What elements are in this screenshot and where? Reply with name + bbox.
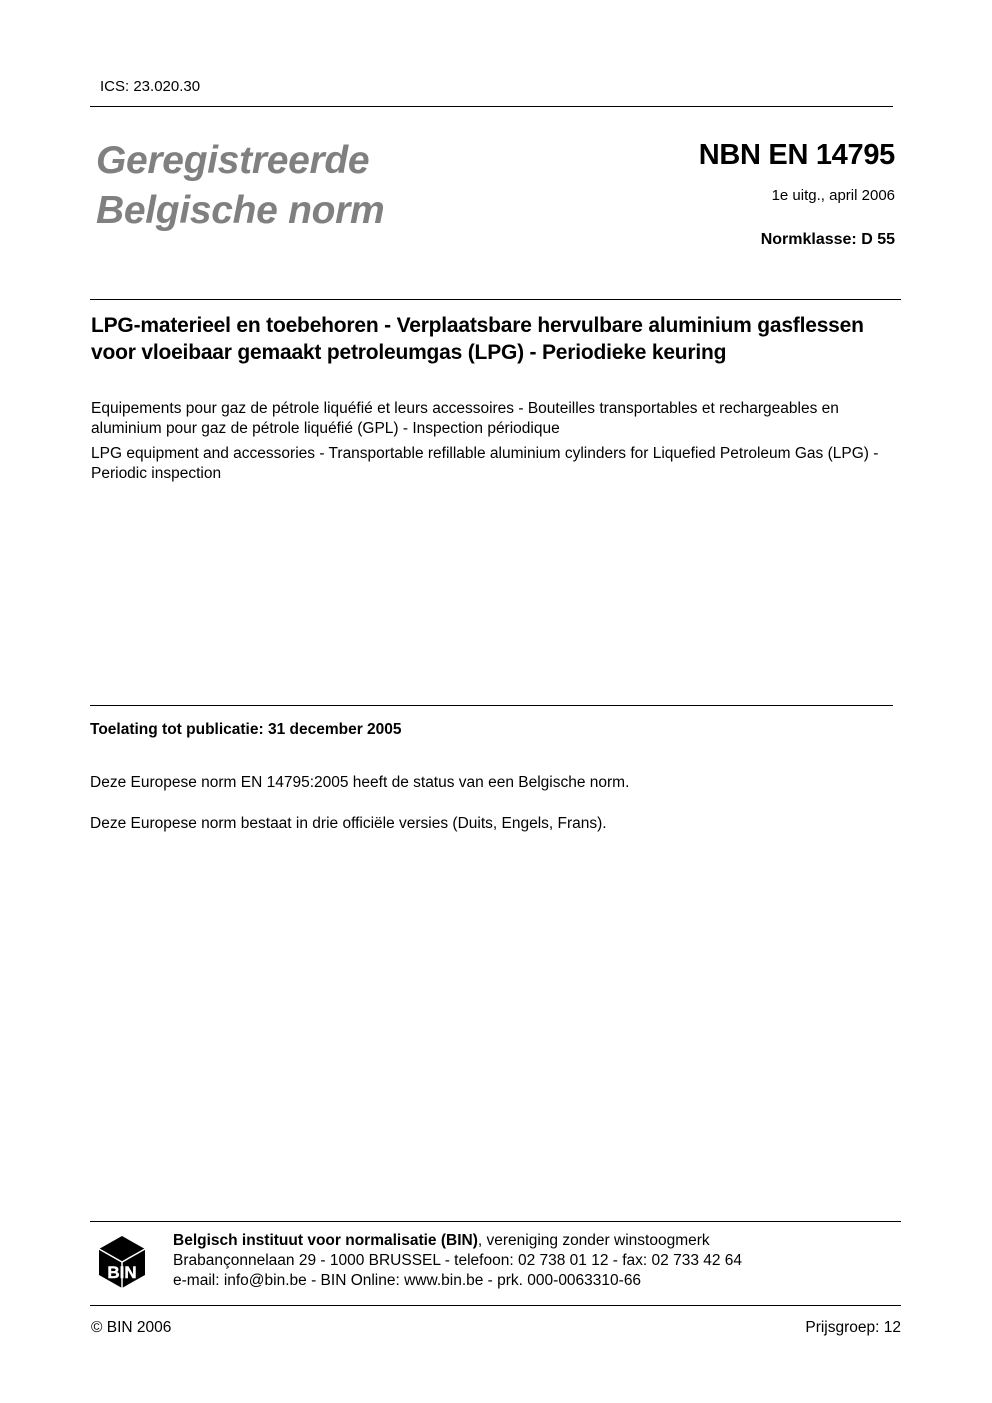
norm-class: Normklasse: D 55 <box>760 231 895 248</box>
title-divider <box>90 299 901 300</box>
institute-contact: e-mail: info@bin.be - BIN Online: www.bin.be - prk. 000-0063310-66 <box>173 1272 642 1289</box>
copyright: © BIN 2006 <box>91 1319 172 1336</box>
institute-address: Brabançonnelaan 29 - 1000 BRUSSEL - telefoon: 02 738 01 12 - fax: 02 733 42 64 <box>173 1252 743 1269</box>
institute-name-line <box>173 1231 742 1251</box>
institute-name: Belgisch instituut voor normalisatie (BIN) <box>173 1232 478 1249</box>
price-group: Prijsgroep: 12 <box>805 1319 901 1336</box>
ics-code: ICS: 23.020.30 <box>100 78 201 95</box>
dutch-title: LPG-materieel en toebehoren - Verplaatsbare hervulbare aluminium gasflessen voor vloeibaar gemaakt petroleumgas (LPG) - Periodieke keuring <box>91 314 864 364</box>
footer-bottom-divider <box>90 1305 901 1306</box>
edition-info: 1e uitg., april 2006 <box>771 187 895 204</box>
english-title: LPG equipment and accessories - Transportable refillable aluminium cylinders for Liquefied Petroleum Gas (LPG) - Periodic inspection <box>91 445 879 482</box>
registered-title-line-1: Geregistreerde <box>96 139 370 182</box>
registered-norm-title <box>96 136 384 236</box>
body-divider <box>90 705 893 706</box>
versions-statement: Deze Europese norm bestaat in drie officiële versies (Duits, Engels, Frans). <box>90 815 607 832</box>
institute-info <box>173 1231 742 1291</box>
footer-top-divider <box>90 1221 901 1222</box>
top-divider <box>90 106 893 107</box>
publication-approval: Toelating tot publicatie: 31 december 2005 <box>90 721 402 738</box>
norm-number: NBN EN 14795 <box>698 139 895 171</box>
logo-letters: BIN <box>107 1263 137 1282</box>
institute-type: , vereniging zonder winstoogmerk <box>477 1232 710 1249</box>
status-statement: Deze Europese norm EN 14795:2005 heeft de status van een Belgische norm. <box>90 774 630 791</box>
bin-logo <box>97 1234 147 1290</box>
french-title: Equipements pour gaz de pétrole liquéfié et leurs accessoires - Bouteilles transportables et rechargeables en aluminium pour gaz de pétrole liquéfié (GPL) - Inspection périodique <box>91 400 839 437</box>
registered-title-line-2: Belgische norm <box>96 189 385 232</box>
